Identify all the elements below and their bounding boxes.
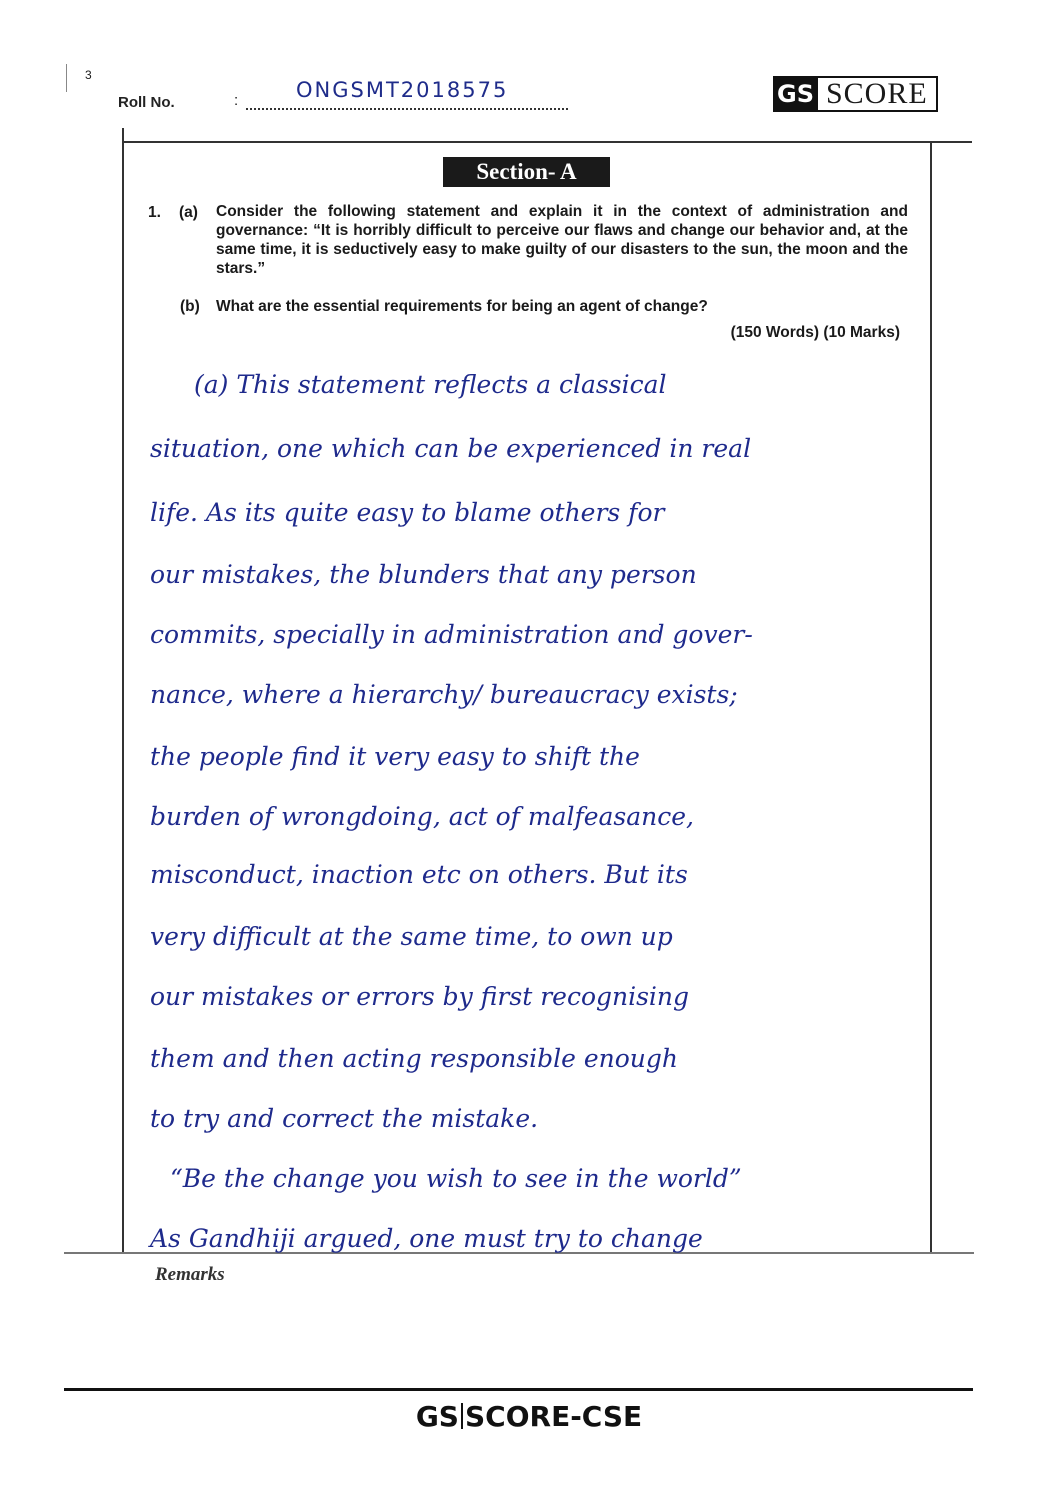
answer-line: them and then acting responsible enough (150, 1044, 678, 1073)
question-marks: (150 Words) (10 Marks) (730, 324, 900, 341)
answer-line: commits, specially in administration and gover- (150, 620, 753, 649)
answer-line: situation, one which can be experienced in real (150, 434, 752, 463)
logo-gs: GS (773, 76, 818, 112)
margin-tick (66, 64, 67, 92)
footer-gs: GS (415, 1400, 459, 1433)
answer-line: very difficult at the same time, to own up (150, 922, 673, 951)
question-number: 1. (148, 204, 161, 221)
footer-score-cse: SCORE-CSE (464, 1400, 643, 1433)
question-part-b-text: What are the essential requirements for being an agent of change? (216, 298, 708, 315)
question-part-a-label: (a) (179, 204, 198, 221)
footer-rule (64, 1388, 973, 1391)
roll-no-value: ONGSMT2018575 (296, 78, 509, 102)
answer-line: burden of wrongdoing, act of malfeasance, (150, 802, 694, 831)
footer-separator (461, 1403, 463, 1429)
answer-line: our mistakes, the blunders that any person (150, 560, 697, 589)
question-part-b-label: (b) (180, 298, 200, 315)
answer-line: to try and correct the mistake. (150, 1104, 539, 1133)
roll-no-dotted-line (246, 108, 568, 110)
gs-score-logo (773, 76, 938, 112)
frame-right-border (930, 142, 932, 1254)
roll-no-label: Roll No. (118, 94, 175, 111)
answer-line: life. As its quite easy to blame others for (150, 498, 665, 527)
page-number: 3 (85, 68, 92, 82)
logo-score: SCORE (818, 76, 938, 112)
answer-line: “Be the change you wish to see in the world” (170, 1164, 742, 1193)
remarks-label: Remarks (155, 1264, 225, 1285)
section-title: Section- A (443, 157, 610, 187)
question-part-a-text: Consider the following statement and explain it in the context of administration and governance: “It is horribly difficult to perceive our flaws and change our behavior and, at the same time, it is seductively easy to make guilty of our disasters to the sun, the moon and the stars.” (216, 203, 908, 277)
roll-no-colon: : (234, 92, 239, 109)
frame-left-border (122, 128, 124, 1254)
footer-brand (0, 1400, 1058, 1433)
answer-line: As Gandhiji argued, one must try to change (150, 1224, 703, 1253)
answer-line: nance, where a hierarchy/ bureaucracy exists; (150, 680, 738, 709)
frame-top-border (122, 141, 972, 143)
answer-line: (a) This statement reflects a classical (194, 370, 667, 399)
answer-line: misconduct, inaction etc on others. But its (150, 860, 688, 889)
answer-line: our mistakes or errors by first recognising (150, 982, 690, 1011)
answer-line: the people find it very easy to shift the (150, 742, 640, 771)
